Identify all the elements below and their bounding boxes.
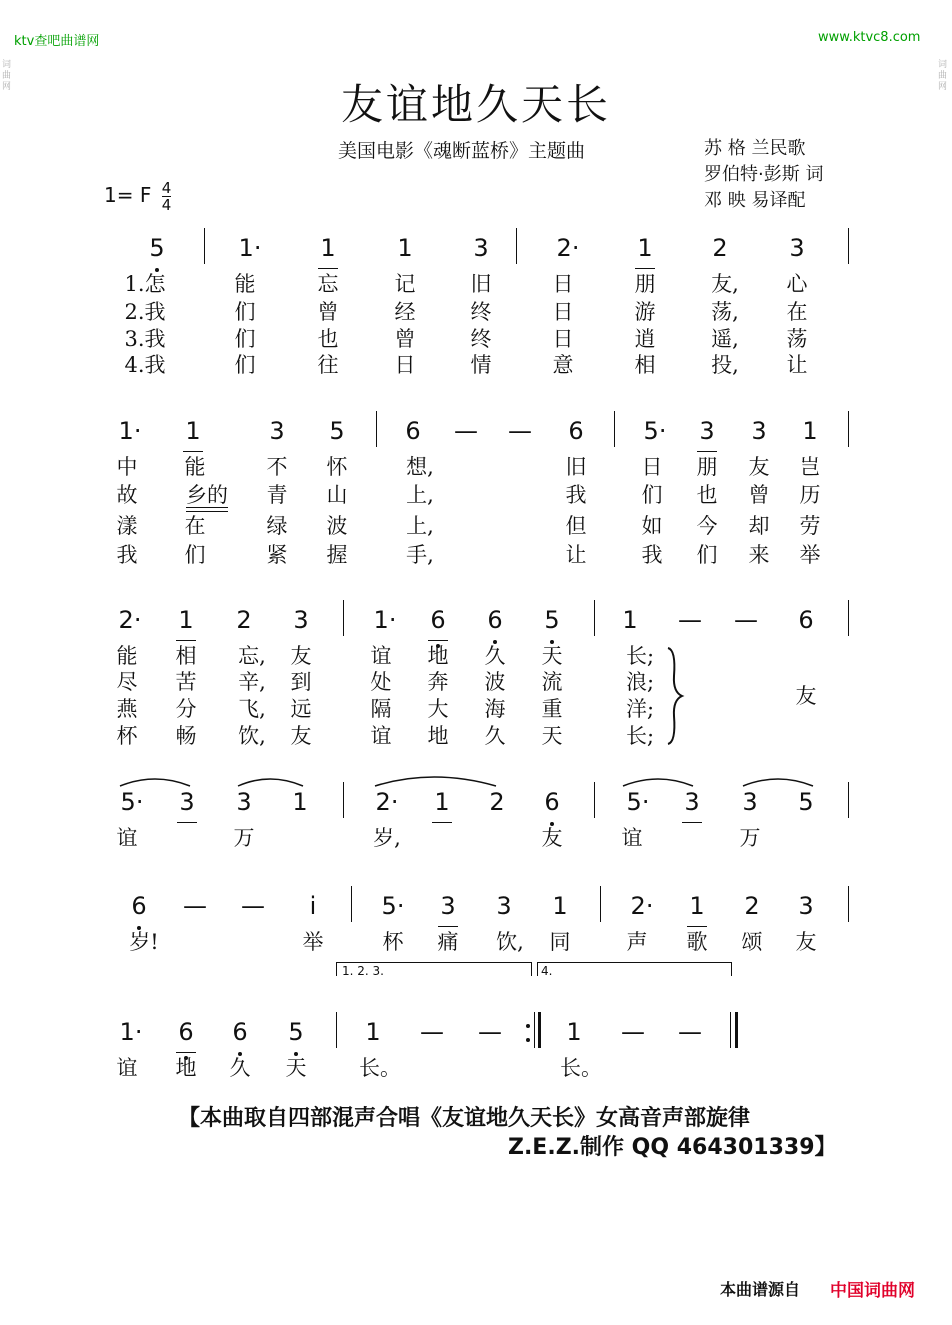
barline [343, 600, 344, 636]
lyric: 谊 [621, 826, 643, 850]
lyric: 地 [175, 1056, 197, 1080]
note: 1· [118, 417, 142, 445]
note: 1 [637, 234, 653, 262]
lyric: 怀 [326, 455, 348, 479]
lyric: 漾 [116, 514, 138, 538]
lyric: 痛 [437, 930, 459, 954]
volta-label-1: 1. 2. 3. [342, 964, 384, 978]
lyric: 重 [541, 697, 563, 721]
key-label: 1= F [104, 183, 152, 207]
watermark-text: 词曲网 [2, 60, 12, 92]
note: — [678, 1018, 702, 1046]
lyric: 曾 [748, 483, 770, 507]
lyric: 能 [116, 644, 138, 668]
lyric: 岁! [129, 930, 159, 954]
note: 5· [626, 788, 650, 816]
lyric: 洋; [625, 697, 655, 721]
volta-bracket-edge [537, 962, 538, 976]
note: 5· [381, 892, 405, 920]
note: — [420, 1018, 444, 1046]
lyric: 今 [696, 514, 718, 538]
lyric: 让 [786, 353, 808, 377]
lyric: 长。 [359, 1056, 401, 1080]
note: 3 [684, 788, 700, 816]
lyric: 谊 [116, 1056, 138, 1080]
lyric: 日 [552, 300, 574, 324]
lyric: 遥, [711, 327, 739, 351]
lyric: 们 [696, 543, 718, 567]
lyric: 举 [799, 543, 821, 567]
note: 2· [630, 892, 654, 920]
repeat-dot [526, 1024, 530, 1028]
lyric: 万 [233, 826, 255, 850]
lyric: 旧 [565, 455, 587, 479]
lyric: 谊 [370, 724, 392, 748]
lyric: 远 [290, 697, 312, 721]
credit-origin: 苏 格 兰民歌 [704, 138, 806, 159]
song-title: 友谊地久天长 [340, 80, 611, 129]
lyric: 荡, [711, 300, 739, 324]
lyric: 苦 [175, 670, 197, 694]
note: 2· [556, 234, 580, 262]
lyric: 意 [552, 353, 574, 377]
lyric: 日 [641, 455, 663, 479]
lyric: 友 [290, 724, 312, 748]
note: 1 [802, 417, 818, 445]
lyric: 逍 [634, 327, 656, 351]
lyric: 也 [696, 483, 718, 507]
lyric: 谊 [116, 826, 138, 850]
barline [376, 411, 377, 447]
note: 6 [405, 417, 421, 445]
lyric: 地 [427, 644, 449, 668]
lyric: 处 [370, 670, 392, 694]
lyric: 颂 [741, 930, 763, 954]
note: 6 [568, 417, 584, 445]
barline [594, 782, 595, 818]
lyric: 饮, [496, 930, 524, 954]
watermark-text: 词曲网 [938, 60, 948, 92]
volta-bracket-1 [336, 962, 531, 963]
note: 3 [789, 234, 805, 262]
lyric: 相 [175, 644, 197, 668]
lyric: 举 [302, 930, 324, 954]
lyric: 青 [266, 483, 288, 507]
time-signature [162, 180, 172, 213]
lyric: 谊 [370, 644, 392, 668]
lyric: 杯 [116, 724, 138, 748]
note: 2 [489, 788, 505, 816]
lyric: 地 [427, 724, 449, 748]
note-underline [177, 822, 197, 823]
note: 3 [179, 788, 195, 816]
note: 2 [236, 606, 252, 634]
note: 3 [751, 417, 767, 445]
note: 3 [496, 892, 512, 920]
barline [848, 228, 849, 264]
note: 5 [544, 606, 560, 634]
lyric: 游 [634, 300, 656, 324]
final-barline [735, 1012, 738, 1048]
lyric: 但 [565, 514, 587, 538]
note: 6 [430, 606, 446, 634]
lyric: 情 [470, 353, 492, 377]
note: 1 [178, 606, 194, 634]
lyric: 往 [317, 353, 339, 377]
barline [336, 1012, 337, 1048]
lyric: 歌 [686, 930, 708, 954]
note: 1 [185, 417, 201, 445]
lyric: 能 [184, 455, 206, 479]
lyric: 波 [484, 670, 506, 694]
lyric: 长; [625, 724, 655, 748]
lyric: 天 [541, 724, 563, 748]
barline [600, 886, 601, 922]
note: 6 [178, 1018, 194, 1046]
note: 1 [397, 234, 413, 262]
note: 3 [269, 417, 285, 445]
note: — [678, 606, 702, 634]
lyric: 大 [427, 697, 449, 721]
note: 3 [236, 788, 252, 816]
note: — [454, 417, 478, 445]
barline [594, 600, 595, 636]
note: 1 [434, 788, 450, 816]
note: 6 [487, 606, 503, 634]
lyric: 友 [795, 930, 817, 954]
volta-bracket-edge [531, 962, 532, 976]
note: 6 [544, 788, 560, 816]
note: 2 [744, 892, 760, 920]
lyric: 旧 [470, 272, 492, 296]
note: 1· [238, 234, 262, 262]
volta-bracket-edge [731, 962, 732, 976]
note: — [508, 417, 532, 445]
lyric: 记 [394, 272, 416, 296]
lyric: 山 [326, 483, 348, 507]
lyric: 友 [541, 826, 563, 850]
lyric: 相 [634, 353, 656, 377]
credit-lyricist: 罗伯特·彭斯 词 [704, 164, 824, 185]
slur-marks [118, 774, 838, 788]
lyric: 我 [116, 543, 138, 567]
note: 2· [375, 788, 399, 816]
lyric: 久 [484, 644, 506, 668]
barline [848, 411, 849, 447]
producer-note: Z.E.Z.制作 QQ 464301339】 [508, 1135, 837, 1160]
note: 5 [329, 417, 345, 445]
note: 1 [622, 606, 638, 634]
note: 1· [119, 1018, 143, 1046]
note: 3 [742, 788, 758, 816]
site-label-left: ktv查吧曲谱网 [14, 34, 100, 49]
lyric: 岁, [373, 826, 401, 850]
note: 1· [373, 606, 397, 634]
lyric: 畅 [175, 724, 197, 748]
key-signature [104, 180, 171, 213]
lyric: 燕 [116, 697, 138, 721]
lyric: 3.我 [124, 327, 166, 351]
lyric: 让 [565, 543, 587, 567]
source-label: 本曲谱源自 [720, 1280, 801, 1299]
lyric: 忘, [238, 644, 266, 668]
volta-bracket-2 [537, 962, 731, 963]
barline [204, 228, 205, 264]
barline [848, 886, 849, 922]
lyric: 想, [406, 455, 434, 479]
lyric: 1.怎 [124, 272, 166, 296]
repeat-dot [526, 1038, 530, 1042]
lyric: 朋 [696, 455, 718, 479]
lyric: 手, [406, 543, 434, 567]
lyric: 我 [565, 483, 587, 507]
note: — [734, 606, 758, 634]
note: 1 [320, 234, 336, 262]
note: 3 [699, 417, 715, 445]
time-numerator: 4 [161, 179, 172, 197]
note: 2 [712, 234, 728, 262]
lyric: 杯 [382, 930, 404, 954]
barline [351, 886, 352, 922]
lyric: 们 [234, 327, 256, 351]
note: 2· [118, 606, 142, 634]
lyric: 终 [470, 300, 492, 324]
note: 6 [232, 1018, 248, 1046]
note: 1 [689, 892, 705, 920]
lyric: 声 [626, 930, 648, 954]
lyric: 久 [229, 1056, 251, 1080]
lyric: 曾 [317, 300, 339, 324]
lyric: 久 [484, 724, 506, 748]
lyric: 尽 [116, 670, 138, 694]
lyric: 们 [184, 543, 206, 567]
time-denominator: 4 [161, 196, 172, 214]
lyric: 飞, [238, 697, 266, 721]
slur-underline [186, 507, 228, 508]
lyric: 却 [748, 514, 770, 538]
song-subtitle: 美国电影《魂断蓝桥》主题曲 [338, 140, 586, 162]
lyric: 流 [541, 670, 563, 694]
lyric: 上, [406, 514, 434, 538]
note: 5· [643, 417, 667, 445]
lyric: 奔 [427, 670, 449, 694]
lyric: 长。 [560, 1056, 602, 1080]
lyric: 波 [326, 514, 348, 538]
lyric: 绿 [266, 514, 288, 538]
lyric: 朋 [634, 272, 656, 296]
lyric: 日 [552, 272, 574, 296]
barline [614, 411, 615, 447]
lyric: 握 [326, 543, 348, 567]
note: 6 [131, 892, 147, 920]
lyric: 2.我 [124, 300, 166, 324]
lyric: 海 [484, 697, 506, 721]
lyric: 天 [541, 644, 563, 668]
volta-label-2: 4. [541, 964, 553, 978]
lyric: 辛, [238, 670, 266, 694]
lyric: 不 [266, 455, 288, 479]
lyric: 隔 [370, 697, 392, 721]
note: 5 [798, 788, 814, 816]
lyric: 如 [641, 514, 663, 538]
lyric: 们 [234, 300, 256, 324]
note: — [478, 1018, 502, 1046]
lyric: 能 [234, 272, 256, 296]
lyric: 心 [786, 272, 808, 296]
repeat-barline [538, 1012, 541, 1048]
lyric: 饮, [238, 724, 266, 748]
note: 5 [149, 234, 165, 262]
note: 5 [288, 1018, 304, 1046]
lyric: 岂 [799, 455, 821, 479]
lyric: 终 [470, 327, 492, 351]
lyric: 曾 [394, 327, 416, 351]
barline [516, 228, 517, 264]
lyric: 劳 [799, 514, 821, 538]
note: 3 [473, 234, 489, 262]
barline [343, 782, 344, 818]
lyric: 我 [641, 543, 663, 567]
lyric: 长; [625, 644, 655, 668]
note: 1 [566, 1018, 582, 1046]
lyric: 4.我 [124, 353, 166, 377]
note: 1 [292, 788, 308, 816]
site-label-right: www.ktvc8.com [818, 30, 921, 45]
lyric: 历 [799, 483, 821, 507]
lyric: 日 [552, 327, 574, 351]
note: 5· [120, 788, 144, 816]
volta-bracket-edge [336, 962, 337, 976]
credit-translator: 邓 映 易译配 [704, 190, 806, 211]
barline [848, 600, 849, 636]
note: 6 [798, 606, 814, 634]
note: 3 [293, 606, 309, 634]
lyric: 友, [711, 272, 739, 296]
lyric: 投, [711, 353, 739, 377]
lyric: 分 [175, 697, 197, 721]
lyric: 友 [795, 684, 817, 708]
lyric: 乡的 [186, 483, 228, 507]
lyric: 同 [549, 930, 571, 954]
lyric: 来 [748, 543, 770, 567]
lyric: 们 [641, 483, 663, 507]
note: 1 [365, 1018, 381, 1046]
source-brand: 中国词曲网 [830, 1281, 915, 1301]
barline [848, 782, 849, 818]
lyric: 故 [116, 483, 138, 507]
lyric: 在 [184, 514, 206, 538]
note: — [621, 1018, 645, 1046]
lyric: 天 [285, 1056, 307, 1080]
final-barline [730, 1012, 731, 1048]
repeat-barline [534, 1012, 535, 1048]
lyric: 万 [739, 826, 761, 850]
note: 1 [552, 892, 568, 920]
note-underline [682, 822, 702, 823]
lyric: 友 [748, 455, 770, 479]
arrangement-note: 【本曲取自四部混声合唱《友谊地久天长》女高音声部旋律 [178, 1106, 751, 1131]
lyric: 在 [786, 300, 808, 324]
lyric: 也 [317, 327, 339, 351]
lyric: 经 [394, 300, 416, 324]
lyric: 荡 [786, 327, 808, 351]
note: i [309, 892, 317, 920]
brace-icon [660, 646, 690, 746]
lyric: 上, [406, 483, 434, 507]
note-underline [432, 822, 452, 823]
lyric: 浪; [625, 670, 655, 694]
lyric: 们 [234, 353, 256, 377]
lyric: 友 [290, 644, 312, 668]
lyric: 紧 [266, 543, 288, 567]
note: — [183, 892, 207, 920]
lyric: 日 [394, 353, 416, 377]
note: 3 [440, 892, 456, 920]
lyric: 中 [116, 455, 138, 479]
lyric: 到 [290, 670, 312, 694]
note: 3 [798, 892, 814, 920]
lyric: 忘 [317, 272, 339, 296]
note: — [241, 892, 265, 920]
